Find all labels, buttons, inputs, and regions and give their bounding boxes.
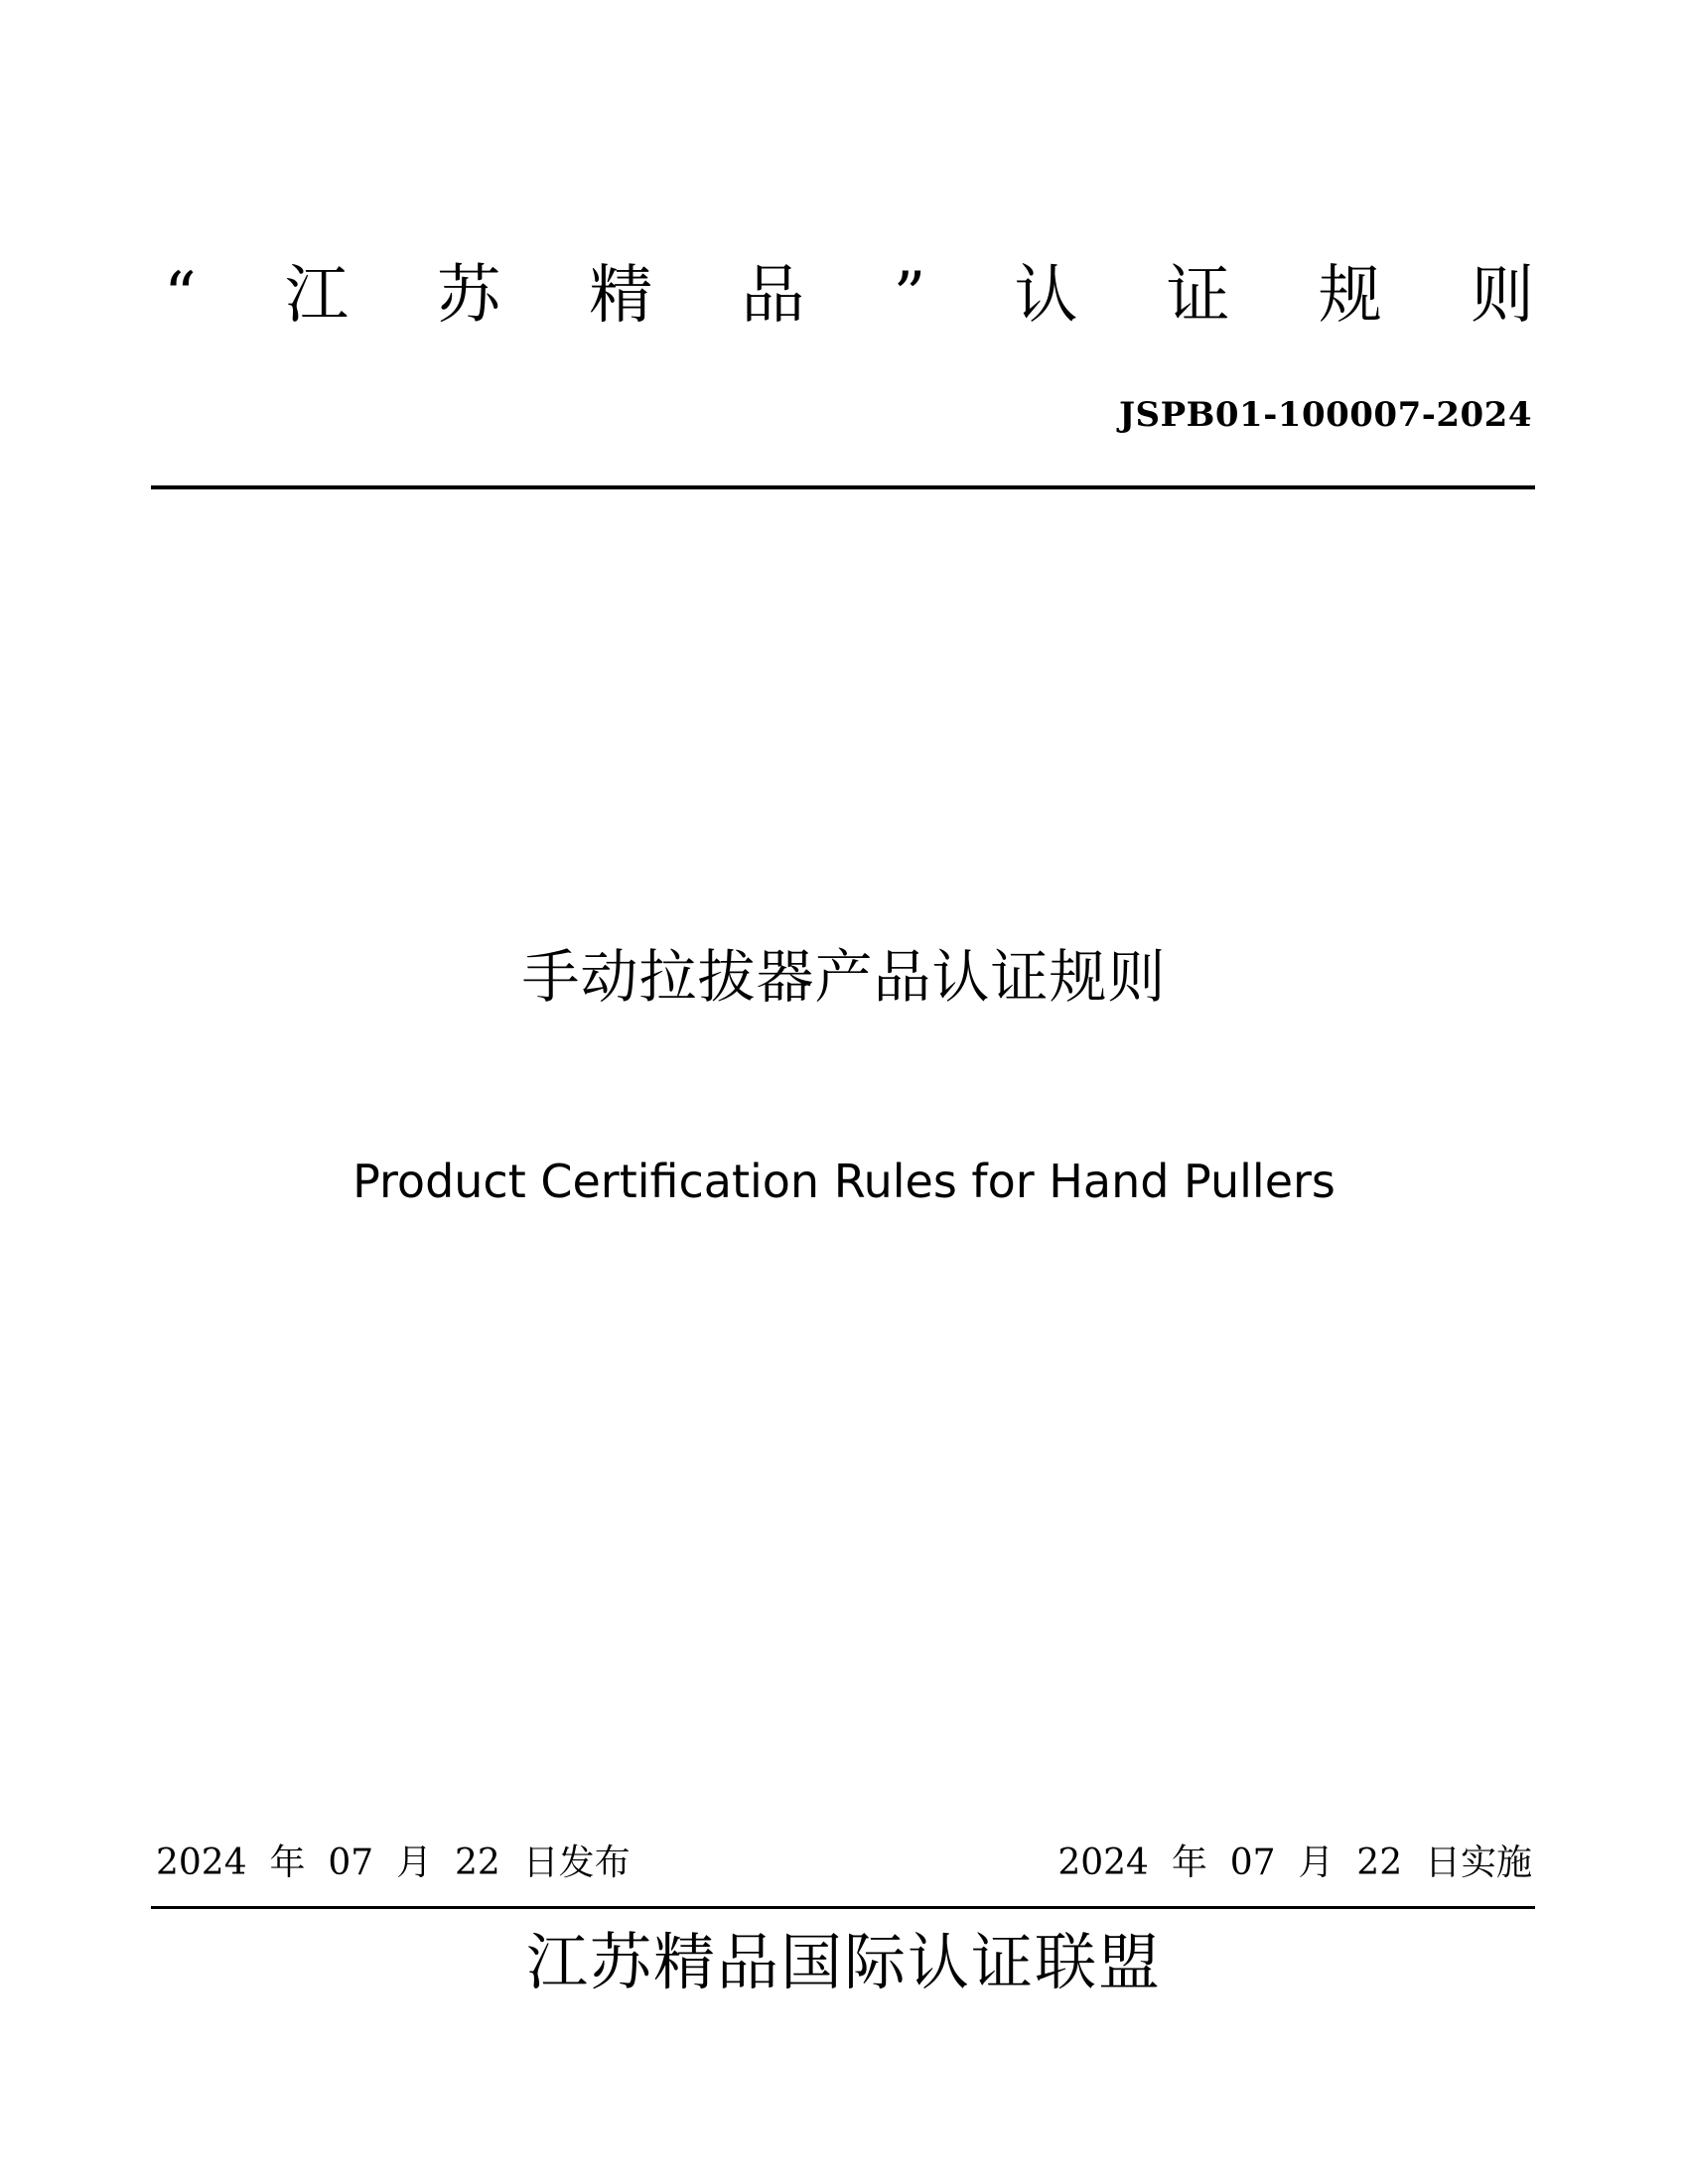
series-title-char: 证 [1166, 259, 1230, 333]
series-title-char: 认 [1014, 259, 1078, 333]
series-title-char: 规 [1318, 259, 1382, 333]
issuing-organization: 江苏精品国际认证联盟 [525, 1926, 1162, 1998]
publish-date: 2024 年 07 月 22 日发布 [156, 1843, 631, 1883]
document-code: JSPB01-100007-2024 [1118, 395, 1532, 435]
effective-date: 2024 年 07 月 22 日实施 [1057, 1843, 1532, 1883]
document-title-en: Product Certification Rules for Hand Pullers [352, 1155, 1336, 1208]
header-divider [151, 485, 1535, 489]
series-title-char: 则 [1470, 259, 1534, 333]
series-title-char: 精 [589, 259, 653, 333]
series-title-char: 江 [284, 259, 349, 333]
footer-divider [151, 1906, 1535, 1909]
series-title-char: “ [164, 259, 197, 333]
series-title [164, 256, 1534, 336]
series-title-char: 品 [741, 259, 805, 333]
series-title-char: 苏 [437, 259, 501, 333]
document-title-cn: 手动拉拔器产品认证规则 [521, 943, 1167, 1011]
series-title-char: ” [893, 259, 926, 333]
